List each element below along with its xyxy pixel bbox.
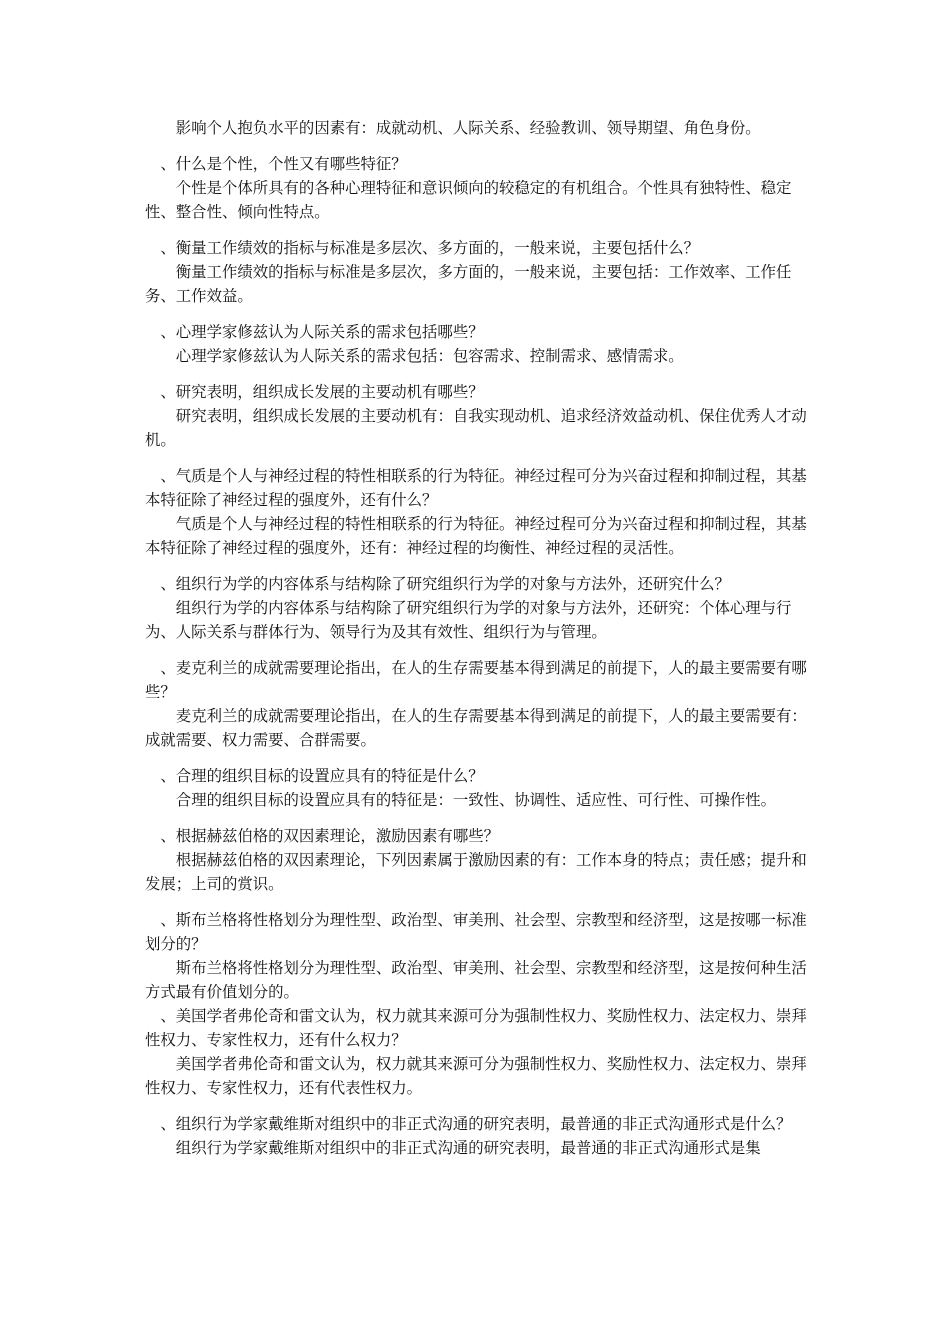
answer-text: 心理学家修兹认为人际关系的需求包括：包容需求、控制需求、感情需求。 xyxy=(175,347,684,365)
question-text: 、组织行为学的内容体系与结构除了研究组织行为学的对象与方法外，还研究什么？ xyxy=(160,575,730,593)
qa-block xyxy=(145,1112,810,1160)
answer-text: 合理的组织目标的设置应具有的特征是：一致性、协调性、适应性、可行性、可操作性。 xyxy=(175,791,777,809)
question-text: 、组织行为学家戴维斯对组织中的非正式沟通的研究表明，最普通的非正式沟通形式是什么？ xyxy=(160,1115,792,1133)
qa-block xyxy=(145,152,810,224)
question-text: 、斯布兰格将性格划分为理性型、政治型、审美刑、社会型、宗教型和经济型，这是按哪一标准划分的？ xyxy=(145,911,807,953)
qa-block xyxy=(145,1004,810,1100)
qa-block xyxy=(145,572,810,644)
answer-text: 麦克利兰的成就需要理论指出，在人的生存需要基本得到满足的前提下，人的最主要需要有：成就需要、权力需要、合群需要。 xyxy=(145,707,807,749)
qa-block xyxy=(145,908,810,1004)
answer-text: 斯布兰格将性格划分为理性型、政治型、审美刑、社会型、宗教型和经济型，这是按何种生活方式最有价值划分的。 xyxy=(145,959,807,1001)
answer-text: 研究表明，组织成长发展的主要动机有：自我实现动机、追求经济效益动机、保住优秀人才动机。 xyxy=(145,407,807,449)
intro-paragraph: 影响个人抱负水平的因素有：成就动机、人际关系、经验教训、领导期望、角色身份。 xyxy=(175,119,761,137)
answer-text: 个性是个体所具有的各种心理特征和意识倾向的较稳定的有机组合。个性具有独特性、稳定性、整合性、倾向性特点。 xyxy=(145,179,792,221)
qa-block xyxy=(145,824,810,896)
answer-text: 气质是个人与神经过程的特性相联系的行为特征。神经过程可分为兴奋过程和抑制过程，其基本特征除了神经过程的强度外，还有：神经过程的均衡性、神经过程的灵活性。 xyxy=(145,515,807,557)
answer-text: 组织行为学的内容体系与结构除了研究组织行为学的对象与方法外，还研究：个体心理与行为、人际关系与群体行为、领导行为及其有效性、组织行为与管理。 xyxy=(145,599,792,641)
question-text: 、美国学者弗伦奇和雷文认为，权力就其来源可分为强制性权力、奖励性权力、法定权力、崇拜性权力、专家性权力，还有什么权力？ xyxy=(145,1007,807,1049)
answer-text: 衡量工作绩效的指标与标准是多层次，多方面的，一般来说，主要包括：工作效率、工作任务、工作效益。 xyxy=(145,263,792,305)
answer-text: 根据赫兹伯格的双因素理论，下列因素属于激励因素的有：工作本身的特点；责任感；提升和发展；上司的赏识。 xyxy=(145,851,807,893)
qa-block xyxy=(145,380,810,452)
question-text: 、合理的组织目标的设置应具有的特征是什么？ xyxy=(160,767,484,785)
question-text: 、衡量工作绩效的指标与标准是多层次、多方面的，一般来说，主要包括什么？ xyxy=(160,239,700,257)
qa-block xyxy=(145,764,810,812)
qa-block xyxy=(145,320,810,368)
question-text: 、心理学家修兹认为人际关系的需求包括哪些？ xyxy=(160,323,484,341)
qa-block xyxy=(145,464,810,560)
qa-block xyxy=(145,656,810,752)
answer-text: 美国学者弗伦奇和雷文认为，权力就其来源可分为强制性权力、奖励性权力、法定权力、崇拜性权力、专家性权力，还有代表性权力。 xyxy=(145,1055,807,1097)
question-text: 、气质是个人与神经过程的特性相联系的行为特征。神经过程可分为兴奋过程和抑制过程，其基本特征除了神经过程的强度外，还有什么？ xyxy=(145,467,807,509)
question-text: 、研究表明，组织成长发展的主要动机有哪些？ xyxy=(160,383,484,401)
question-text: 、根据赫兹伯格的双因素理论，激励因素有哪些？ xyxy=(160,827,499,845)
qa-block xyxy=(145,236,810,308)
answer-text: 组织行为学家戴维斯对组织中的非正式沟通的研究表明，最普通的非正式沟通形式是集 xyxy=(175,1139,761,1157)
document-page xyxy=(145,116,810,1160)
question-text: 、麦克利兰的成就需要理论指出，在人的生存需要基本得到满足的前提下，人的最主要需要有哪些？ xyxy=(145,659,807,701)
question-text: 、什么是个性，个性又有哪些特征？ xyxy=(160,155,407,173)
